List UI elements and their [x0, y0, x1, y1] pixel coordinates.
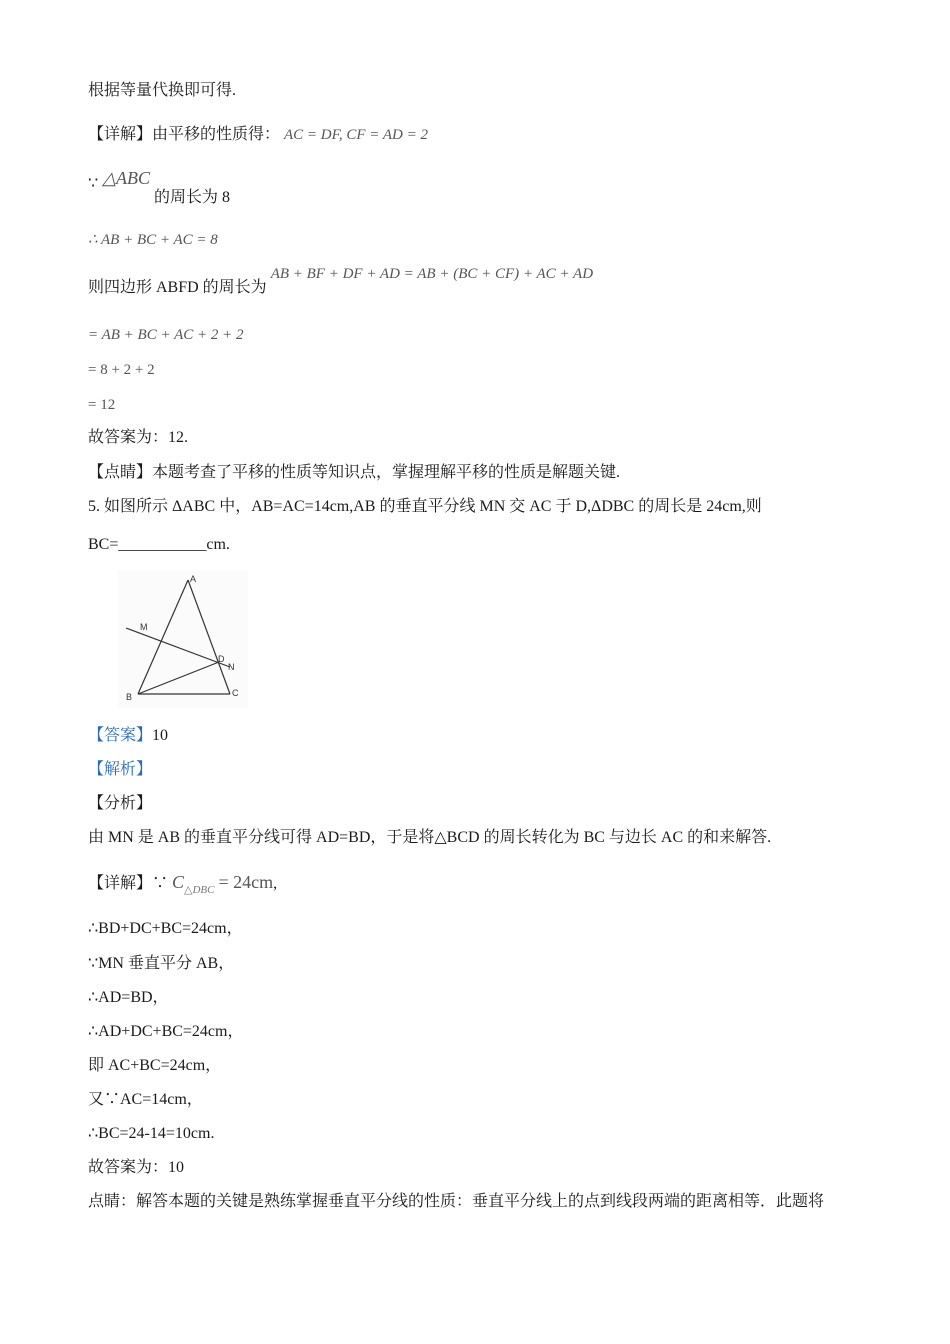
detail-line — [88, 125, 428, 145]
question-5: 5. 如图所示 ΔABC 中，AB=AC=14cm,AB 的垂直平分线 MN 交 AC 于 D,ΔDBC 的周长是 24cm,则 — [88, 498, 762, 515]
label-c: C — [232, 688, 239, 698]
step-line: ∴AD=BD， — [88, 989, 169, 1006]
step-line: 即 AC+BC=24cm， — [88, 1057, 222, 1074]
label-a: A — [190, 574, 197, 584]
quadrilateral-text: 则四边形 ABFD 的周长为 — [88, 279, 267, 296]
question-5-blank: BC=___________cm. — [88, 536, 230, 553]
quadrilateral-line — [88, 264, 594, 296]
step-line: ∴BD+DC+BC=24cm， — [88, 920, 243, 937]
equation-step: = 12 — [88, 397, 116, 413]
answer-line: 故答案为：12. — [88, 429, 189, 446]
perimeter-subscript: △DBC — [184, 884, 215, 896]
detail-row — [88, 872, 277, 895]
because-line — [88, 168, 231, 206]
label-m: M — [140, 622, 148, 632]
therefore-line: ∴ AB + BC + AC = 8 — [88, 232, 218, 248]
perimeter-symbol: C — [172, 872, 185, 892]
answer-row — [88, 726, 168, 746]
equation-step: = AB + BC + AC + 2 + 2 — [88, 327, 244, 343]
triangle-figure — [118, 570, 248, 708]
math-expression: AB + BF + DF + AD = AB + (BC + CF) + AC + AD — [270, 266, 594, 282]
step-line: ∴BC=24-14=10cm. — [88, 1125, 215, 1142]
comma: , — [273, 875, 278, 892]
equation-step: = 8 + 2 + 2 — [88, 362, 155, 378]
perimeter-text: 的周长为 8 — [154, 189, 231, 206]
step-line: ∵MN 垂直平分 AB， — [88, 955, 235, 972]
fenxi-text: 由 MN 是 AB 的垂直平分线可得 AD=BD，于是将△BCD 的周长转化为 BC 与边长 AC 的和来解答. — [88, 829, 772, 846]
step-line: 故答案为：10 — [88, 1159, 185, 1176]
detail-label: 【详解】∵ — [88, 875, 169, 892]
step-line: 又∵AC=14cm， — [88, 1091, 203, 1108]
step-line: ∴AD+DC+BC=24cm， — [88, 1023, 244, 1040]
answer-value: 10 — [152, 727, 169, 744]
answer-label: 【答案】 — [88, 727, 153, 744]
label-n: N — [228, 662, 235, 672]
text-line: 根据等量代换即可得. — [88, 82, 237, 99]
because-symbol: ∵ — [88, 175, 99, 192]
fenxi-label: 【分析】 — [88, 795, 153, 812]
label-d: D — [218, 654, 225, 664]
note-line: 【点睛】本题考查了平移的性质等知识点，掌握理解平移的性质是解题关键. — [88, 464, 621, 481]
triangle-abc: △ABC — [102, 168, 151, 188]
perimeter-value: = 24cm — [218, 872, 274, 892]
note-line: 点睛：解答本题的关键是熟练掌握垂直平分线的性质：垂直平分线上的点到线段两端的距离相等．此题将 — [88, 1193, 825, 1210]
math-expression: AC = DF, CF = AD = 2 — [284, 127, 429, 143]
analysis-label: 【解析】 — [88, 761, 153, 778]
label-b: B — [126, 692, 133, 702]
detail-label: 【详解】由平移的性质得： — [88, 126, 281, 143]
